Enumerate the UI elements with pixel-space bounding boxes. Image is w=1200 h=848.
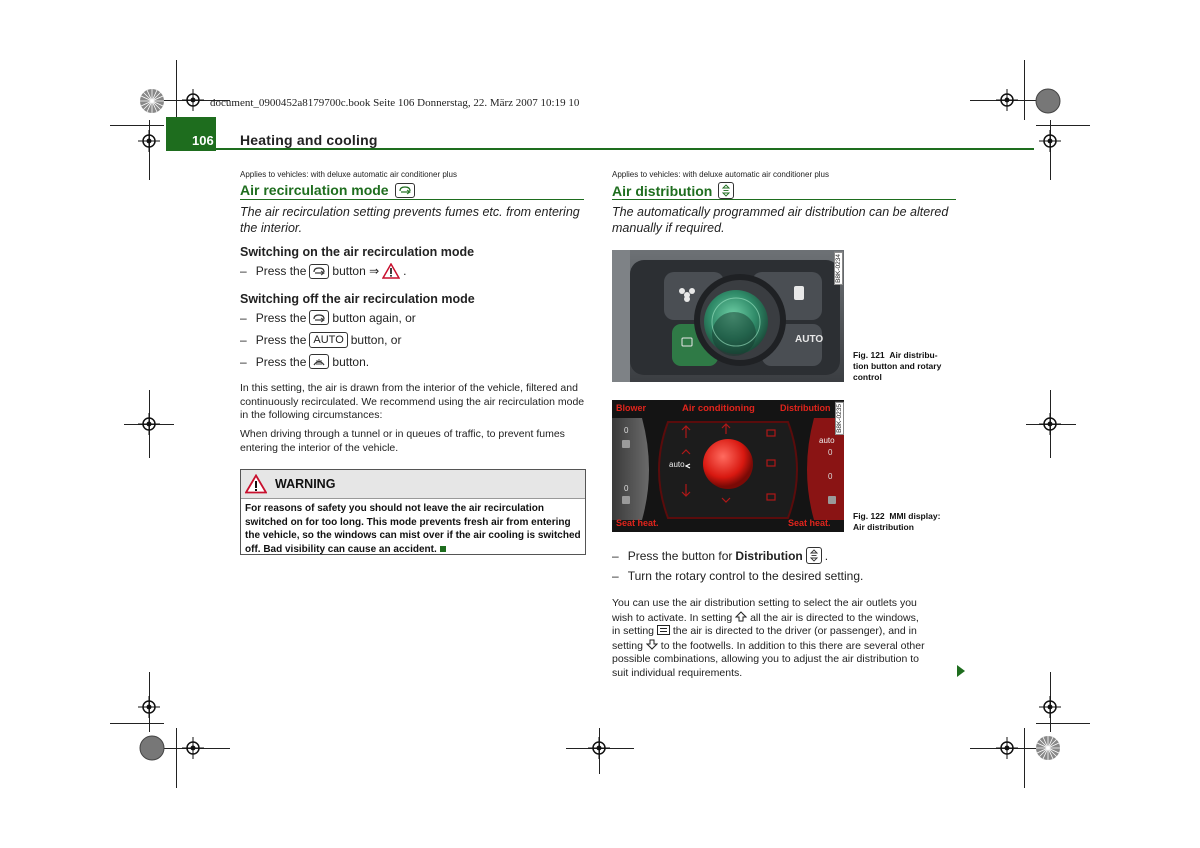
section-end-icon bbox=[440, 546, 446, 552]
subheading-off: Switching off the air recirculation mode bbox=[240, 292, 475, 306]
text-run: wish to activate. In setting bbox=[612, 611, 733, 624]
mmi-seat-heat-left: Seat heat. bbox=[616, 518, 659, 528]
crosshair-mark-icon bbox=[1039, 696, 1061, 718]
paragraph-line bbox=[612, 625, 958, 639]
seat-icon bbox=[828, 496, 836, 504]
step-text: Press the bbox=[255, 354, 307, 369]
fan-icon bbox=[622, 440, 630, 448]
mmi-blower-label: Blower bbox=[616, 403, 647, 413]
subheading-on: Switching on the air recirculation mode bbox=[240, 245, 475, 259]
step-text: Press the button for bbox=[627, 548, 733, 563]
recirculation-icon bbox=[309, 310, 329, 325]
caption-line: tion button and rotary bbox=[853, 361, 942, 371]
auto-button-label: AUTO bbox=[795, 334, 824, 345]
step-text: . bbox=[403, 264, 407, 278]
warning-text: For reasons of safety you should not leave the air recirculation switched on for too long. This mode prevents fresh air from entering the vehicle, so the windows can mist over if the air cooling is switched off. Bad visibility can cause an accident. bbox=[245, 503, 581, 555]
crosshair-mark-icon bbox=[1039, 130, 1061, 152]
lead-text: The air recirculation setting prevents fumes etc. from entering the interior. bbox=[240, 205, 580, 235]
warning-triangle-icon bbox=[382, 263, 400, 279]
paragraph-tunnel: When driving through a tunnel or in queues of traffic, to prevent fumes entering the interior of the vehicle. bbox=[240, 428, 565, 454]
distribution-label: Distribution bbox=[735, 548, 803, 563]
caption-line: Air distribution bbox=[853, 522, 914, 532]
paragraph-line: possible combinations, allowing you to adjust the air distribution to bbox=[612, 653, 920, 665]
step-text: . bbox=[824, 548, 829, 563]
warning-title: WARNING bbox=[275, 477, 336, 491]
air-distribution-icon bbox=[718, 182, 734, 199]
step-dash: – bbox=[240, 333, 247, 347]
text-run: to the footwells. In addition to this there are several other bbox=[660, 639, 925, 652]
mmi-ac-label: Air conditioning bbox=[682, 403, 755, 414]
starburst-mark-icon bbox=[139, 88, 165, 114]
mmi-level-left-top: 0 bbox=[624, 426, 629, 435]
text-run: setting bbox=[612, 639, 643, 652]
step-distribution-1 bbox=[612, 547, 828, 564]
text-run: the air is directed to the driver (or passenger), and in bbox=[672, 625, 917, 637]
mmi-screen-graphics bbox=[612, 400, 844, 532]
lead-text: The automatically programmed air distribution can be altered manually if required. bbox=[612, 205, 949, 235]
mmi-auto-left: auto bbox=[669, 460, 685, 469]
step-dash: – bbox=[612, 569, 619, 583]
recirculation-icon bbox=[395, 183, 415, 198]
auto-key: AUTO bbox=[309, 332, 347, 348]
section-title-text: Air recirculation mode bbox=[240, 182, 389, 198]
paragraph-distribution bbox=[612, 597, 958, 680]
caption-line: control bbox=[853, 372, 882, 382]
step-distribution-2 bbox=[612, 569, 863, 583]
header-rule bbox=[216, 148, 1034, 150]
warning-triangle-icon bbox=[245, 474, 267, 494]
starburst-mark-icon bbox=[1035, 735, 1061, 761]
step-off-2 bbox=[240, 332, 401, 348]
text-run: in setting bbox=[612, 625, 655, 637]
footwell-arrow-icon bbox=[646, 639, 658, 650]
crosshair-mark-icon bbox=[996, 737, 1018, 759]
climate-control-photo bbox=[612, 250, 844, 382]
text-run: all the air is directed to the windows, bbox=[750, 611, 919, 624]
warning-header bbox=[241, 470, 585, 499]
section-title-text: Air distribution bbox=[612, 182, 713, 199]
step-text: Turn the rotary control to the desired setting. bbox=[627, 569, 864, 583]
paragraph-line: suit individual requirements. bbox=[612, 666, 743, 679]
mmi-level-right-bottom: 0 bbox=[828, 472, 833, 481]
recirculation-icon bbox=[309, 264, 329, 279]
crosshair-mark-icon bbox=[138, 696, 160, 718]
figure-121-photo bbox=[612, 250, 844, 382]
step-text: Press the bbox=[255, 333, 307, 347]
crosshair-mark-icon bbox=[996, 89, 1018, 111]
step-dash: – bbox=[612, 548, 619, 563]
crosshair-mark-icon bbox=[1039, 413, 1061, 435]
section-title-distribution bbox=[612, 182, 734, 199]
print-header: document_0900452a8179700c.book Seite 106 Donnerstag, 22. März 2007 10:19 10 bbox=[210, 97, 580, 109]
figure-121-caption bbox=[853, 350, 953, 383]
windows-arrow-icon bbox=[735, 611, 747, 622]
crosshair-mark-icon bbox=[138, 413, 160, 435]
mmi-seat-heat-right: Seat heat. bbox=[788, 518, 831, 528]
caption-line: MMI display: bbox=[889, 511, 941, 521]
seat-icon bbox=[622, 496, 630, 504]
figure-code: B8K-0234 bbox=[835, 254, 842, 283]
figure-label: Fig. 121 bbox=[853, 350, 885, 360]
gray-disc-mark-icon bbox=[1035, 88, 1061, 114]
step-text: Press the bbox=[255, 264, 307, 278]
air-distribution-icon bbox=[806, 547, 822, 564]
step-text: button. bbox=[332, 354, 370, 369]
step-off-1 bbox=[240, 310, 416, 325]
mmi-level-right-top: 0 bbox=[828, 448, 833, 457]
figure-122-caption bbox=[853, 511, 953, 533]
gray-disc-mark-icon bbox=[139, 735, 165, 761]
step-text: button ⇒ bbox=[332, 264, 380, 278]
paragraph-recirculation: In this setting, the air is drawn from the interior of the vehicle, filtered and continuously recirculated. We recommend using the air recirculation mode in the following circumstances: bbox=[240, 382, 585, 421]
crosshair-mark-icon bbox=[138, 130, 160, 152]
step-text: Press the bbox=[255, 310, 307, 325]
crosshair-mark-icon bbox=[182, 737, 204, 759]
mmi-level-left-bottom: 0 bbox=[624, 484, 629, 493]
defrost-icon bbox=[309, 354, 329, 369]
step-dash: – bbox=[240, 310, 247, 325]
figure-label: Fig. 122 bbox=[853, 511, 885, 521]
step-dash: – bbox=[240, 354, 247, 369]
step-on bbox=[240, 263, 407, 279]
section-rule bbox=[612, 199, 956, 200]
running-head: Heating and cooling bbox=[240, 132, 378, 148]
figure-code: B8K-0235 bbox=[836, 404, 843, 433]
applies-note: Applies to vehicles: with deluxe automatic air conditioner plus bbox=[240, 170, 458, 179]
warning-box bbox=[240, 469, 586, 555]
mmi-distribution-label: Distribution bbox=[780, 403, 831, 413]
vent-icon bbox=[657, 625, 670, 635]
applies-note: Applies to vehicles: with deluxe automatic air conditioner plus bbox=[612, 170, 830, 179]
paragraph-line bbox=[612, 639, 958, 654]
step-text: button again, or bbox=[332, 310, 416, 325]
step-dash: – bbox=[240, 264, 247, 278]
figure-122-mmi-display bbox=[612, 400, 844, 532]
step-off-3 bbox=[240, 354, 369, 369]
crosshair-mark-icon bbox=[182, 89, 204, 111]
caption-line: Air distribu- bbox=[889, 350, 938, 360]
section-rule bbox=[240, 199, 584, 200]
mmi-auto-right: auto bbox=[819, 436, 835, 445]
continue-arrow-icon bbox=[957, 665, 965, 677]
paragraph-line bbox=[612, 611, 958, 626]
warning-text-block bbox=[241, 499, 585, 559]
section-title-recirculation bbox=[240, 182, 415, 198]
crosshair-mark-icon bbox=[588, 737, 610, 759]
page-number: 106 bbox=[192, 133, 214, 148]
step-text: button, or bbox=[350, 333, 402, 347]
paragraph-line: You can use the air distribution setting to select the air outlets you bbox=[612, 597, 917, 609]
